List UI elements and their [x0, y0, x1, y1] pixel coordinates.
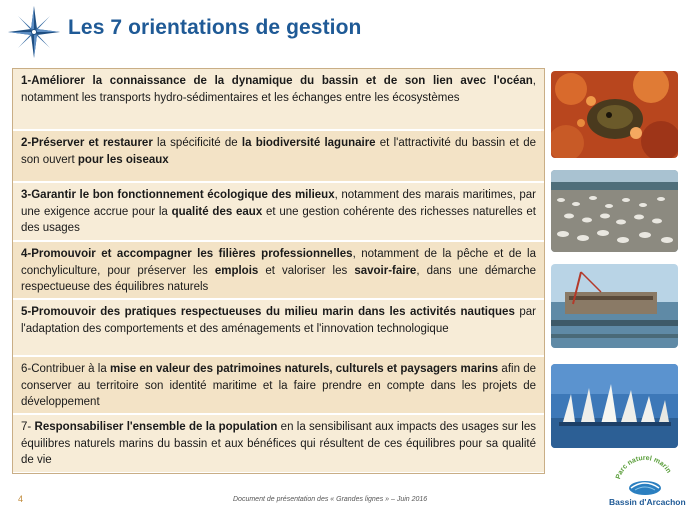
compass-rose-icon [6, 4, 62, 60]
orientation-3-lead: 3-Garantir le bon fonctionnement écologique des milieux [21, 189, 335, 201]
orientation-3-text-b: et une gestion cohérente des richesses naturelles et des usages [21, 205, 536, 234]
logo-name: Bassin d'Arcachon [609, 497, 686, 507]
orientation-2-text-b: et l'attractivité du bassin et de son ouvert [21, 137, 536, 166]
orientation-item-4 [13, 240, 544, 298]
orientation-1-lead: 1-Améliorer la connaissance de la dynamique du bassin et de son lien avec l'océan [21, 75, 533, 87]
orientation-5-lead: 5-Promouvoir des pratiques respectueuses du milieu marin dans les activités nautiques [21, 306, 515, 318]
birds-photo [551, 170, 678, 252]
orientation-1-text: , notamment les transports hydro-sédimentaires et les échanges entre les écosystèmes [21, 75, 536, 104]
orientation-item-5 [13, 298, 544, 355]
orientation-4-text-c: , dans une démarche respectueuse des équilibres naturels [21, 264, 537, 293]
orientations-panel [12, 68, 545, 474]
orientation-3-bold-a: qualité des eaux [171, 205, 263, 218]
orientation-item-6 [13, 355, 544, 413]
orientation-6-prefix: 6-Contribuer à la [21, 363, 110, 375]
orientation-item-3 [13, 181, 544, 240]
page-title: Les 7 orientations de gestion [68, 16, 362, 39]
footer-caption: Document de présentation des « Grandes lignes » – Juin 2016 [233, 496, 428, 503]
logo-arc-text: Parc naturel marin [614, 454, 673, 481]
orientation-item-1 [13, 69, 544, 129]
coral-photo [551, 71, 678, 158]
orientation-4-lead: 4-Promouvoir et accompagner les filières professionnelles [21, 248, 353, 260]
orientation-4-bold-a: emplois [214, 264, 259, 277]
orientation-2-bold-a: la biodiversité lagunaire [241, 137, 376, 149]
orientation-2-bold-b: pour les oiseaux [77, 153, 169, 166]
orientation-item-2 [13, 129, 544, 181]
orientation-7-text: en la sensibilisant aux impacts des usages sur les équilibres naturels marins du bassin et aux bénéfices qui résultent de ces équilibres pour sa qualité de vie [21, 421, 536, 466]
oyster-farm-photo [551, 264, 678, 348]
orientation-3-text: , notamment des marais maritimes, par une exigence accrue pour la [21, 189, 536, 218]
orientation-6-lead: mise en valeur des patrimoines naturels, culturels et paysagers marins [109, 363, 499, 375]
header [0, 0, 686, 62]
orientation-6-text: afin de conserver au territoire son identité maritime et la faire prendre en compte dans les projets de développement [21, 363, 536, 408]
orientation-2-text: la spécificité de [152, 137, 242, 149]
orientation-2-lead: 2-Préserver et restaurer [21, 137, 153, 149]
orientation-4-bold-b: savoir-faire [354, 264, 417, 277]
orientation-4-text: , notamment de la pêche et de la conchyliculture, pour préserver les [21, 248, 536, 277]
orientation-7-prefix: 7- [21, 421, 35, 433]
orientation-7-lead: Responsabiliser l'ensemble de la population [34, 421, 278, 433]
orientation-4-text-b: et valoriser les [258, 264, 355, 277]
sailboats-photo [551, 364, 678, 448]
orientation-5-text: par l'adaptation des comportements et des aménagements et l'innovation technologique [21, 306, 536, 335]
page-number: 4 [18, 494, 24, 504]
orientation-item-7 [13, 413, 544, 472]
